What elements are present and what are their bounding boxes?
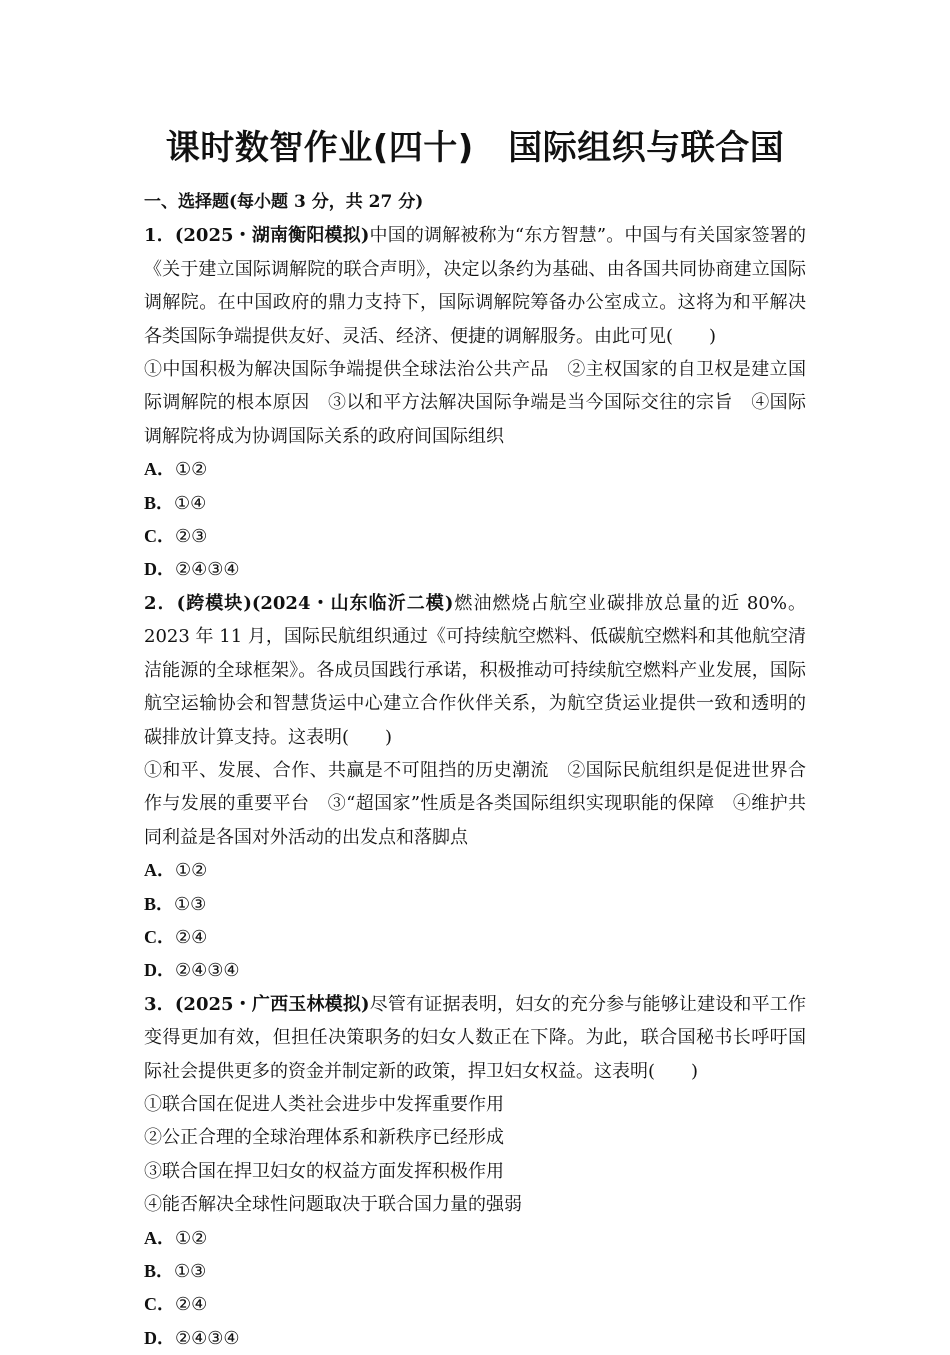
option-letter: D． [144,960,175,981]
option-d[interactable] [144,553,479,586]
question-statements: ①中国积极为解决国际争端提供全球法治公共产品 ②主权国家的自卫权是建立国际调解院的根本原因 ③以和平方法解决国际争端是当今国际交往的宗旨 ④国际调解院将成为协调国际关系的政府间国际组织 [144,359,806,447]
option-text: ①③ [174,893,207,915]
question-stem [144,988,806,1088]
option-a[interactable] [144,854,479,887]
option-c[interactable] [144,1288,479,1321]
statement-1: ①联合国在促进人类社会进步中发挥重要作用 [144,1093,504,1115]
section-heading: 一、选择题(每小题 3 分，共 27 分) [144,192,424,212]
question-1 [144,219,806,586]
option-letter: A． [144,1227,175,1248]
option-text: ②④③④ [175,960,240,982]
question-number: 1． [144,225,175,247]
option-text: ①④ [174,492,207,514]
statement-4: ④能否解决全球性问题取决于联合国力量的强弱 [144,1194,522,1216]
option-text: ②④ [175,926,208,948]
question-content [144,186,806,1355]
option-letter: D． [144,559,175,580]
option-letter: B． [144,893,175,914]
option-letter: B． [144,492,175,513]
option-text: ①③ [174,1261,207,1282]
option-letter: A． [144,860,175,881]
option-text: ②④ [175,1294,208,1316]
question-stem [144,219,806,353]
option-a[interactable] [144,1222,479,1255]
option-c[interactable] [144,921,479,954]
question-text: 尽管有证据表明，妇女的充分参与能够让建设和平工作变得更加有效，但担任决策职务的妇女人数正在下降。为此，联合国秘书长呼吁国际社会提供更多的资金并制定新的政策，捍卫妇女权益。这表明( ) [144,993,806,1082]
question-2 [144,587,806,988]
option-text: ①② [175,860,208,882]
option-b[interactable] [144,888,479,921]
option-letter: A． [144,459,175,480]
question-statements: ①和平、发展、合作、共赢是不可阻挡的历史潮流 ②国际民航组织是促进世界合作与发展的重要平台 ③“超国家”性质是各类国际组织实现职能的保障 ④维护共同利益是各国对外活动的出发点和落脚点 [144,759,806,848]
question-source: (2025・广西玉林模拟) [174,993,370,1015]
question-source: (跨模块)(2024・山东临沂二模) [176,592,454,614]
option-d[interactable] [144,954,479,987]
question-number: 2． [144,592,177,614]
page-title: 课时数智作业(四十) 国际组织与联合国 [165,128,785,168]
statement-2: ②公正合理的全球治理体系和新秩序已经形成 [144,1127,504,1149]
option-d[interactable] [144,1322,479,1355]
option-letter: C． [144,926,175,947]
question-source: (2025・湖南衡阳模拟) [174,225,370,247]
option-b[interactable] [144,1255,479,1288]
option-letter: B． [144,1261,175,1281]
question-stem [144,587,806,754]
question-text: 中国的调解被称为“东方智慧”。中国与有关国家签署的《关于建立国际调解院的联合声明》，决定以条约为基础、由各国共同协商建立国际调解院。在中国政府的鼎力支持下，国际调解院筹备办公室成立。这将为和平解决各类国际争端提供友好、灵活、经济、便捷的调解服务。由此可见( ) [144,225,806,347]
option-text: ②③ [175,526,208,548]
option-text: ②④③④ [175,1327,240,1349]
answer-options [144,854,806,988]
option-letter: C． [144,1294,175,1315]
question-number: 3． [144,993,175,1015]
question-text: 燃油燃烧占航空业碳排放总量的近 80%。2023 年 11 月，国际民航组织通过《可持续航空燃料、低碳航空燃料和其他航空清洁能源的全球框架》。各成员国践行承诺，积极推动可持续航空燃料产业发展，国际航空运输协会和智慧货运中心建立合作伙伴关系，为航空货运业提供一致和透明的碳排放计算支持。这表明( ) [144,592,806,748]
option-letter: D． [144,1327,175,1348]
option-text: ①② [175,459,208,481]
option-text: ②④③④ [175,559,240,581]
option-letter: C． [144,526,175,547]
statement-3: ③联合国在捍卫妇女的权益方面发挥积极作用 [144,1160,504,1182]
answer-options [144,1222,806,1355]
question-3 [144,988,806,1355]
option-c[interactable] [144,520,479,553]
option-b[interactable] [144,487,479,520]
option-a[interactable] [144,453,479,486]
answer-options [144,453,806,587]
option-text: ①② [175,1227,208,1249]
